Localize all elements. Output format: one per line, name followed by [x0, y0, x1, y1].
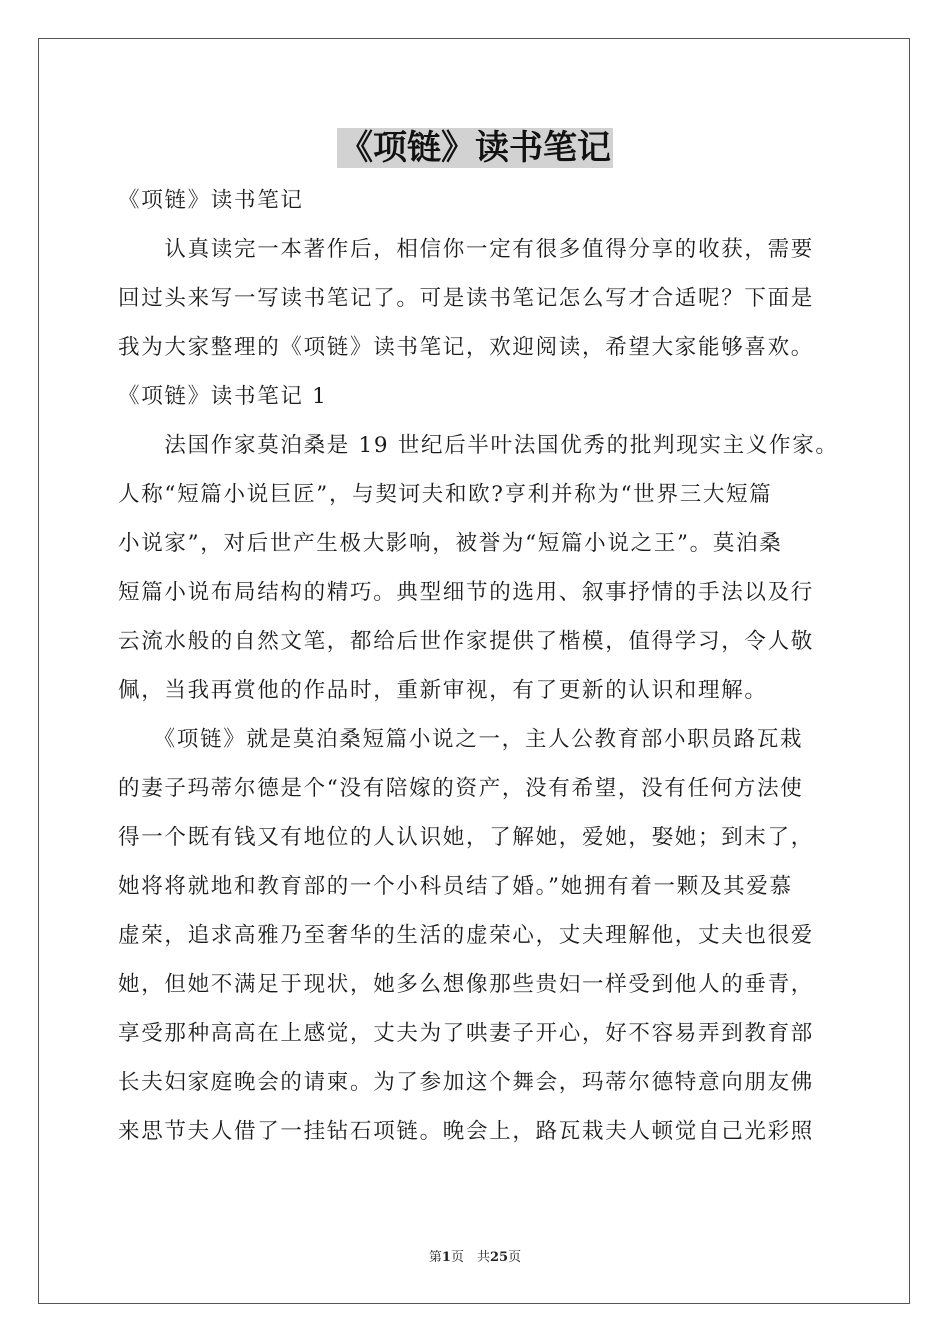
title-text: 《项链》读书笔记	[339, 128, 611, 168]
footer-middle: 页 共	[450, 1250, 490, 1265]
text-line: 认真读完一本著作后，相信你一定有很多值得分享的收获，需要	[118, 237, 815, 262]
text-line: 我为大家整理的《项链》读书笔记，欢迎阅读，希望大家能够喜欢。	[118, 335, 815, 360]
text-line: 的妻子玛蒂尔德是个“没有陪嫁的资产，没有希望，没有任何方法使	[118, 776, 804, 801]
document-title	[0, 125, 950, 171]
text-line: 回过头来写一写读书笔记了。可是读书笔记怎么写才合适呢？下面是	[118, 286, 815, 311]
text-line: 来思节夫人借了一挂钻石项链。晚会上，路瓦栽夫人顿觉自己光彩照	[118, 1119, 815, 1144]
text-line: 她，但她不满足于现状，她多么想像那些贵妇一样受到他人的垂青，	[118, 972, 815, 997]
document-body	[118, 176, 838, 1156]
current-page-number: 1	[441, 1250, 451, 1265]
footer-suffix: 页	[508, 1250, 522, 1265]
text-line: 人称“短篇小说巨匠”，与契诃夫和欧?亨利并称为“世界三大短篇	[118, 482, 773, 507]
text-line: 长夫妇家庭晚会的请柬。为了参加这个舞会，玛蒂尔德特意向朋友佛	[118, 1070, 815, 1095]
text-line: 云流水般的自然文笔，都给后世作家提供了楷模，值得学习，令人敬	[118, 629, 815, 654]
text-line: 《项链》就是莫泊桑短篇小说之一，主人公教育部小职员路瓦栽	[118, 727, 804, 752]
text-line: 虚荣，追求高雅乃至奢华的生活的虚荣心，丈夫理解他，丈夫也很爱	[118, 923, 815, 948]
text-line: 得一个既有钱又有地位的人认识她，了解她，爱她，娶她；到末了，	[118, 825, 815, 850]
text-line: 佩，当我再赏他的作品时，重新审视，有了更新的认识和理解。	[118, 678, 768, 703]
text-line: 小说家”，对后世产生极大影响，被誉为“短篇小说之王”。莫泊桑	[118, 531, 783, 556]
footer-prefix: 第	[428, 1250, 442, 1265]
text-line: 《项链》读书笔记	[118, 188, 304, 213]
text-line: 短篇小说布局结构的精巧。典型细节的选用、叙事抒情的手法以及行	[118, 580, 815, 605]
text-line: 法国作家莫泊桑是 19 世纪后半叶法国优秀的批判现实主义作家。	[118, 433, 839, 458]
text-line: 她将将就地和教育部的一个小科员结了婚。”她拥有着一颗及其爱慕	[118, 874, 793, 899]
text-line: 《项链》读书笔记 1	[118, 384, 328, 409]
text-line: 享受那种高高在上感觉，丈夫为了哄妻子开心，好不容易弄到教育部	[118, 1021, 815, 1046]
total-page-count: 25	[489, 1250, 509, 1265]
page-footer	[0, 1246, 950, 1265]
